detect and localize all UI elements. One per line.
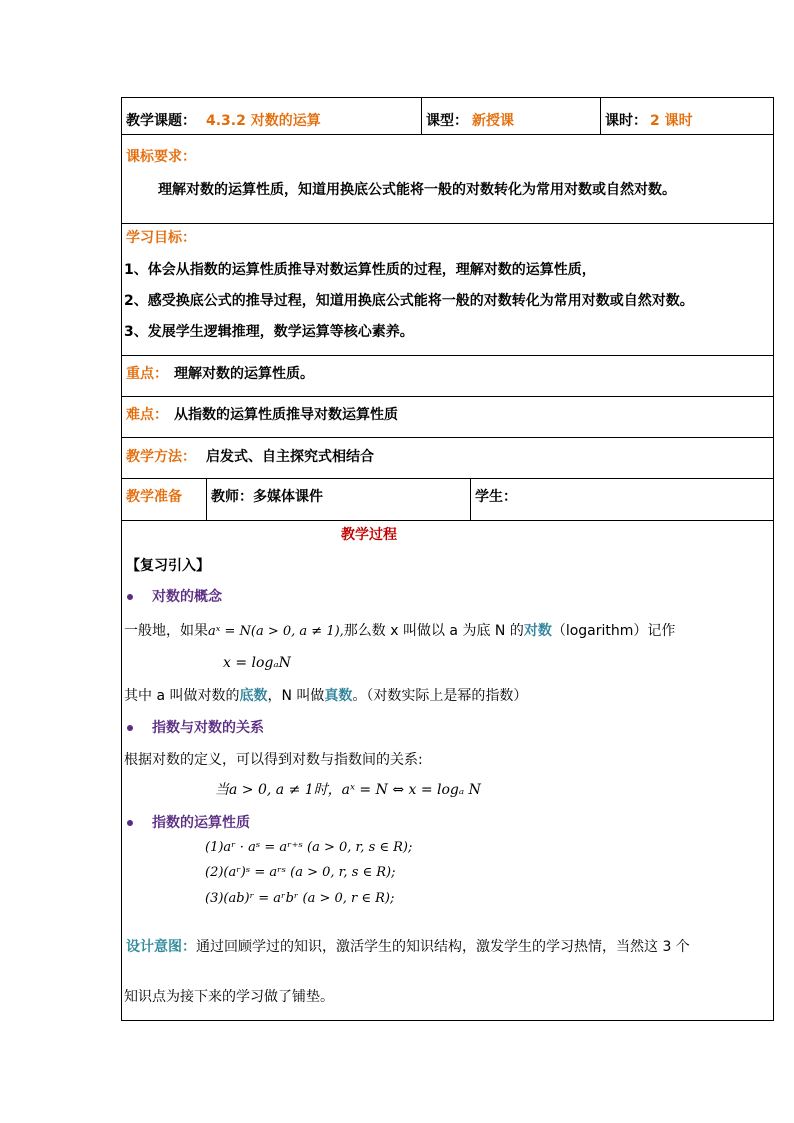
base-keyword: 底数: [239, 688, 268, 704]
concept-text-3: （logarithm）记作: [551, 623, 676, 639]
concept-line: [124, 622, 675, 641]
base-text-2: ，N 叫做: [267, 688, 325, 704]
bullet-icon: [127, 820, 133, 826]
preparation-teacher: 教师：多媒体课件: [211, 489, 323, 505]
concept-text-1: 一般地，如果: [124, 623, 208, 639]
bullet-icon: [127, 594, 133, 600]
divider: [600, 98, 601, 134]
relation-heading: 指数与对数的关系: [152, 720, 264, 736]
preparation-row: [122, 479, 773, 521]
key-point-text: 理解对数的运算性质。: [174, 366, 314, 382]
base-text-1: 其中 a 叫做对数的: [124, 688, 240, 704]
difficulty-row: [122, 397, 773, 438]
exponent-property: (1)aʳ · aˢ = aʳ⁺ˢ (a > 0, r, s ∈ R);: [205, 840, 413, 855]
real-keyword: 真数: [324, 688, 353, 704]
relation-formula: 当a > 0, a ≠ 1时，aˣ = N ⇔ x = logₐ N: [215, 782, 481, 798]
review-heading: 【复习引入】: [126, 558, 210, 574]
concept-text-2: 那么数 x 叫做以 a 为底 N 的: [343, 623, 524, 639]
method-text: 启发式、自主探究式相结合: [206, 449, 374, 465]
objective-item: 1、体会从指数的运算性质推导对数运算性质的过程，理解对数的运算性质，: [124, 262, 596, 278]
concept-heading: 对数的概念: [152, 589, 222, 605]
method-row: [122, 438, 773, 479]
difficulty-label: 难点：: [126, 407, 168, 423]
exponent-property: (2)(aʳ)ˢ = aʳˢ (a > 0, r, s ∈ R);: [205, 865, 396, 880]
hours-value: 2 课时: [650, 113, 693, 129]
intent-text-1: 通过回顾学过的知识，激活学生的知识结构，激发学生的学习热情，当然这 3 个: [196, 939, 690, 955]
topic-label: 教学课题：: [126, 113, 196, 129]
bullet-icon: [127, 725, 133, 731]
standard-label: 课标要求：: [126, 149, 196, 165]
header-row: [122, 98, 773, 135]
preparation-student: 学生：: [475, 489, 517, 505]
divider: [421, 98, 422, 134]
exponent-property: (3)(ab)ʳ = aʳbʳ (a > 0, r ∈ R);: [205, 891, 395, 906]
key-point-label: 重点：: [126, 366, 168, 382]
method-label: 教学方法：: [126, 449, 196, 465]
base-text-3: 。（对数实际上是幂的指数）: [352, 688, 528, 704]
lesson-plan-table: [121, 97, 774, 1021]
log-definition: x = logₐN: [223, 655, 291, 671]
objective-item: 3、发展学生逻辑推理，数学运算等核心素养。: [124, 324, 414, 340]
concept-keyword: 对数: [523, 623, 552, 639]
type-value: 新授课: [472, 113, 514, 129]
standard-row: [122, 135, 773, 224]
props-heading: 指数的运算性质: [152, 815, 250, 831]
objectives-label: 学习目标：: [126, 230, 196, 246]
relation-text: 根据对数的定义，可以得到对数与指数间的关系:: [124, 752, 423, 768]
preparation-label: 教学准备: [126, 489, 182, 505]
divider: [206, 479, 207, 520]
key-point-row: [122, 356, 773, 397]
divider: [470, 479, 471, 520]
intent-text-2: 知识点为接下来的学习做了铺垫。: [124, 989, 334, 1005]
base-line: [124, 687, 527, 705]
standard-text: 理解对数的运算性质，知道用换底公式能将一般的对数转化为常用对数或自然对数。: [158, 182, 676, 198]
objectives-row: [122, 224, 773, 356]
objective-item: 2、感受换底公式的推导过程，知道用换底公式能将一般的对数转化为常用对数或自然对数。: [124, 293, 694, 309]
intent-label: 设计意图：: [126, 939, 196, 955]
type-label: 课型：: [426, 113, 468, 129]
concept-formula: aˣ = N(a > 0, a ≠ 1),: [208, 624, 344, 639]
topic-value: 4.3.2 对数的运算: [206, 113, 321, 129]
process-title: 教学过程: [341, 527, 397, 543]
hours-label: 课时：: [605, 113, 647, 129]
intent-line: [126, 938, 690, 956]
difficulty-text: 从指数的运算性质推导对数运算性质: [174, 407, 398, 423]
process-section: [122, 521, 773, 1020]
